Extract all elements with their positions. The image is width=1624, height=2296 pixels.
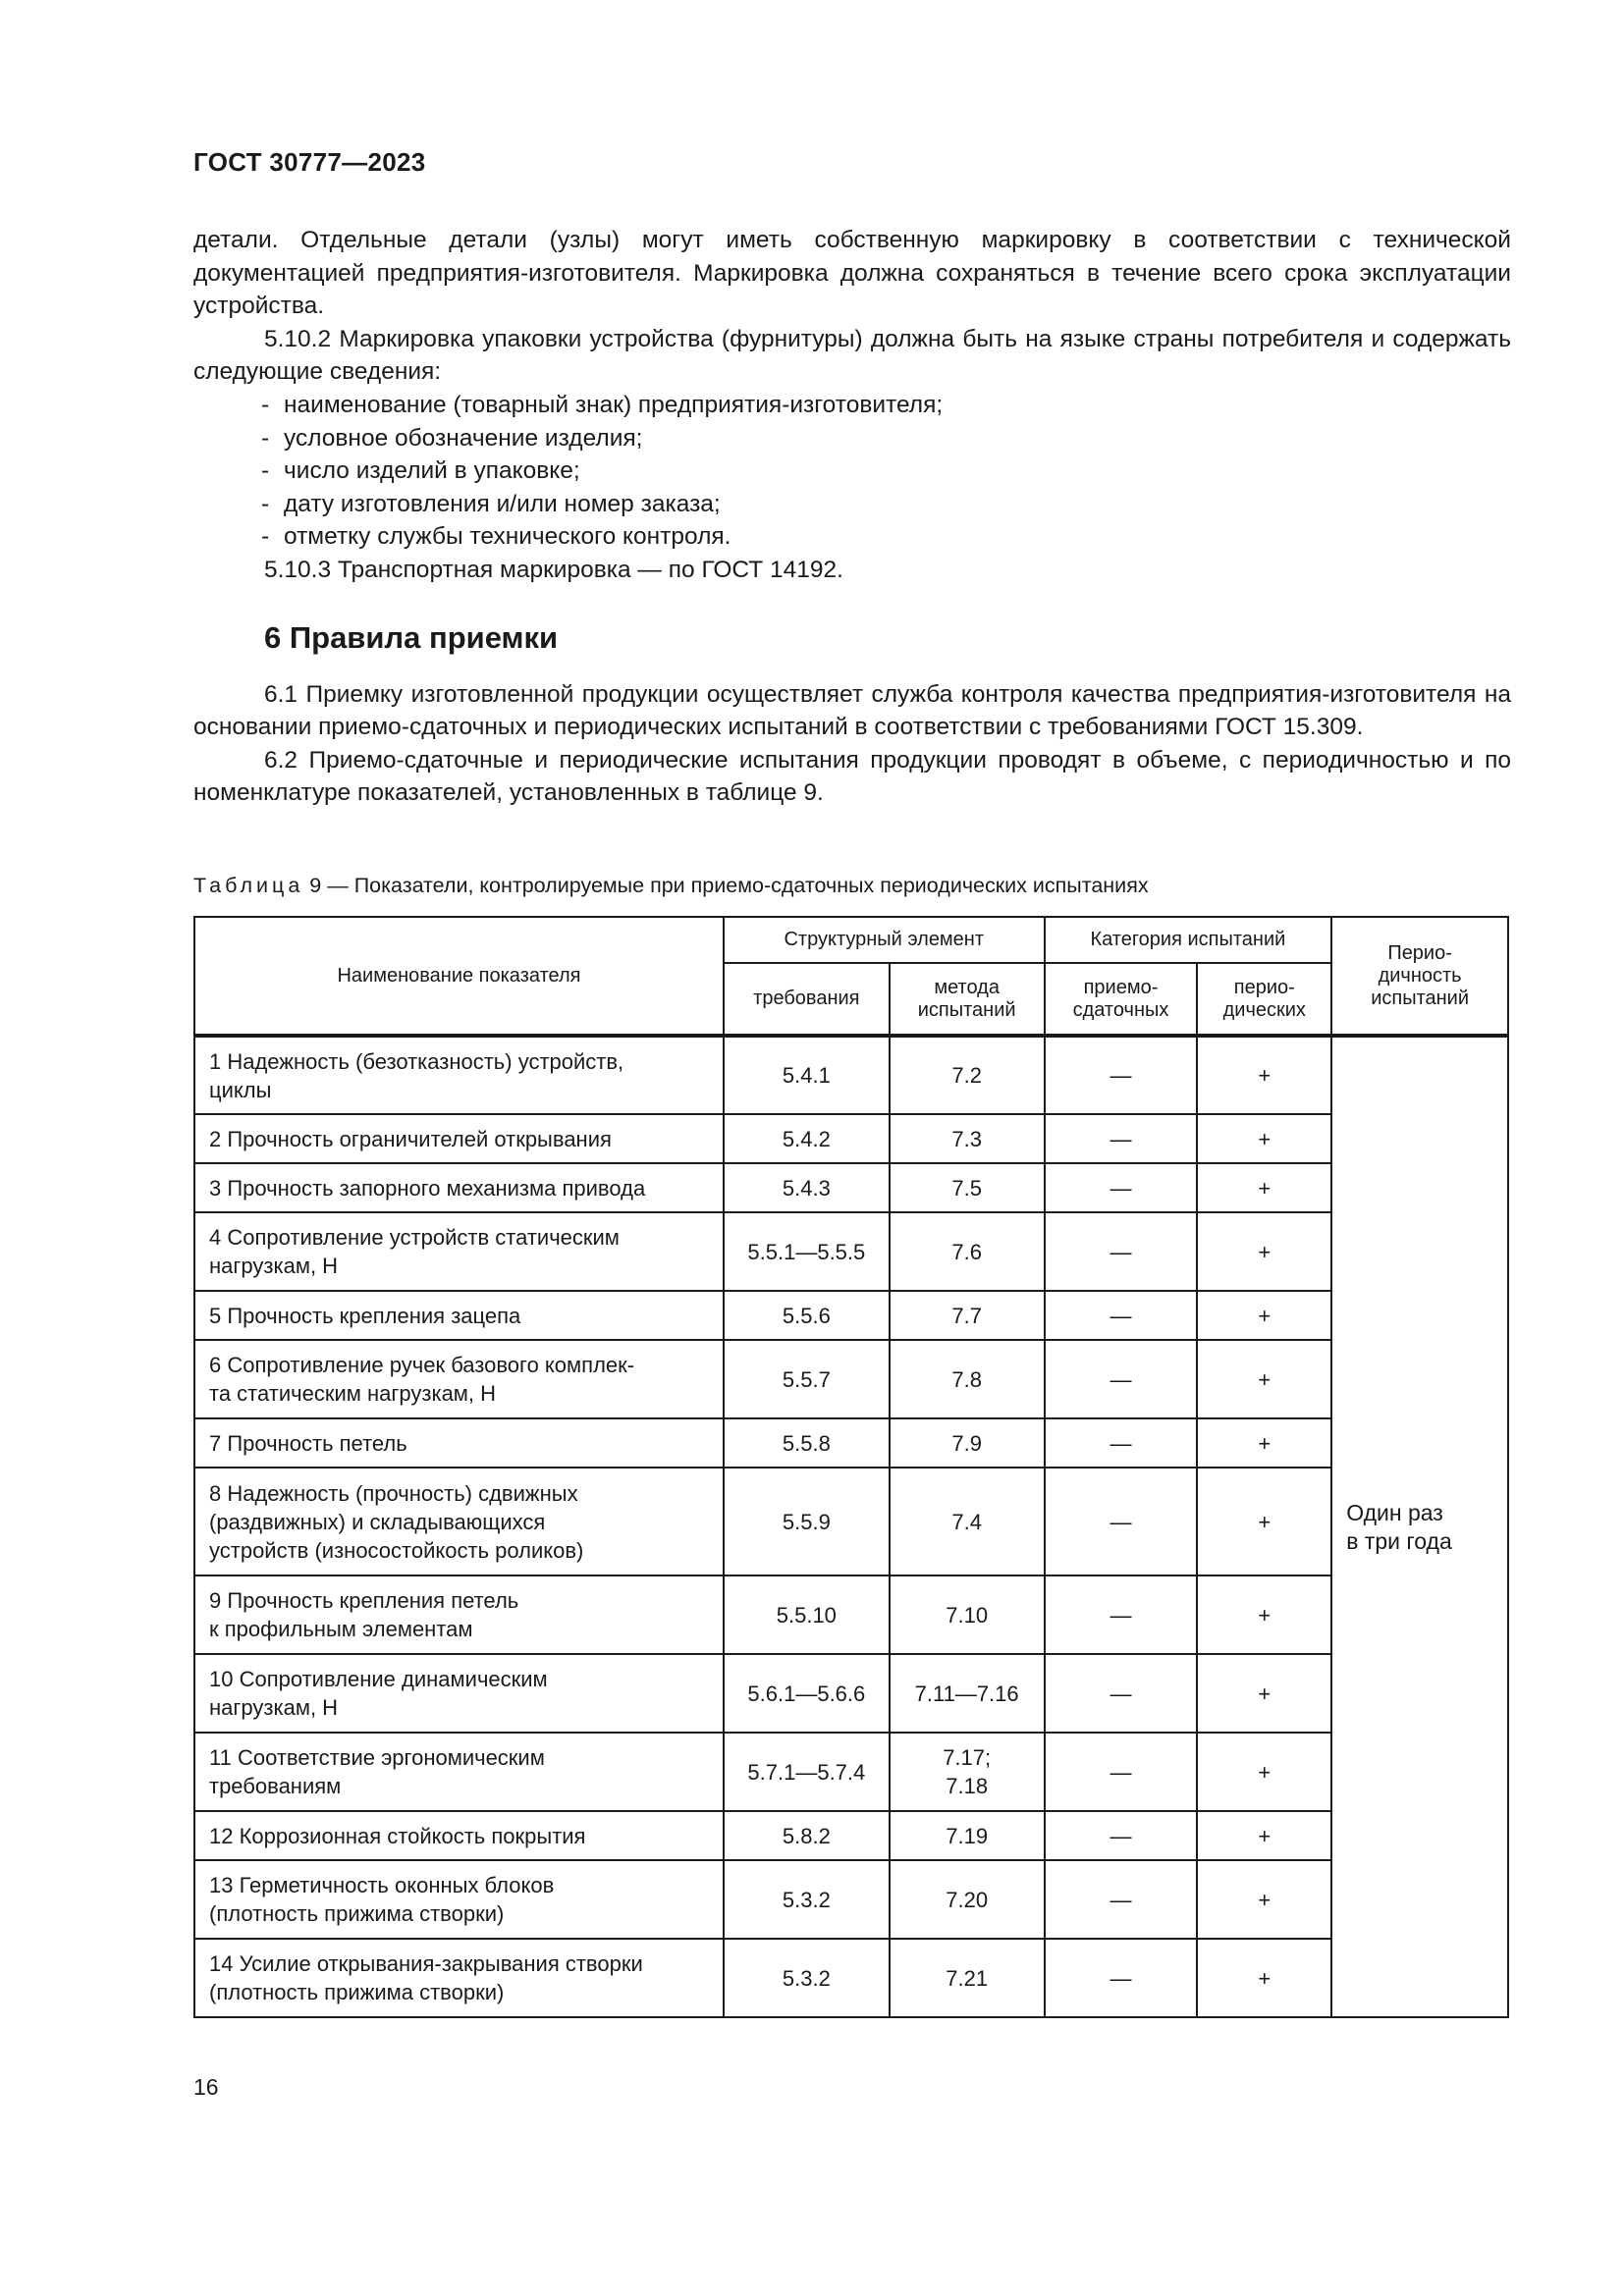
- cell-periodicity: Один раз в три года: [1331, 1036, 1508, 2017]
- cell-acceptance: —: [1045, 1114, 1198, 1163]
- header-struct: Структурный элемент: [724, 917, 1045, 963]
- cell-requirement: 5.5.10: [724, 1575, 890, 1654]
- table-caption: [193, 874, 1149, 898]
- cell-test-method: 7.21: [890, 1939, 1045, 2017]
- cell-acceptance: —: [1045, 1654, 1198, 1733]
- cell-test-method: 7.4: [890, 1468, 1045, 1575]
- cell-requirement: 5.3.2: [724, 1860, 890, 1939]
- document-header: ГОСТ 30777—2023: [193, 147, 426, 177]
- table-row: [194, 1654, 1508, 1733]
- cell-test-method: 7.7: [890, 1291, 1045, 1340]
- cell-test-method: 7.19: [890, 1811, 1045, 1860]
- paragraph-5-10-3: 5.10.3 Транспортная маркировка — по ГОСТ 14192.: [264, 556, 843, 583]
- cell-indicator-name: 3 Прочность запорного механизма привода: [194, 1163, 724, 1212]
- cell-indicator-name: 7 Прочность петель: [194, 1418, 724, 1468]
- cell-test-method: 7.20: [890, 1860, 1045, 1939]
- cell-test-method: 7.6: [890, 1212, 1045, 1291]
- body-text: [193, 224, 1511, 810]
- cell-periodic: +: [1197, 1939, 1331, 2017]
- cell-indicator-name: 11 Соответствие эргономическим требованиям: [194, 1733, 724, 1811]
- cell-indicator-name: 5 Прочность крепления зацепа: [194, 1291, 724, 1340]
- indicators-table: [193, 916, 1509, 2018]
- table-row: [194, 1468, 1508, 1575]
- cell-acceptance: —: [1045, 1939, 1198, 2017]
- info-list: [193, 389, 1511, 554]
- cell-requirement: 5.4.2: [724, 1114, 890, 1163]
- cell-acceptance: —: [1045, 1163, 1198, 1212]
- table-row: [194, 1036, 1508, 1114]
- list-item: - наименование (товарный знак) предприятия-изготовителя;: [261, 391, 944, 418]
- cell-requirement: 5.5.6: [724, 1291, 890, 1340]
- header-accept: приемо- сдаточных: [1045, 963, 1198, 1036]
- cell-periodic: +: [1197, 1340, 1331, 1418]
- cell-periodic: +: [1197, 1468, 1331, 1575]
- cell-indicator-name: 13 Герметичность оконных блоков (плотность прижима створки): [194, 1860, 724, 1939]
- list-item: - условное обозначение изделия;: [261, 424, 643, 452]
- cell-test-method: 7.11—7.16: [890, 1654, 1045, 1733]
- cell-periodic: +: [1197, 1114, 1331, 1163]
- cell-test-method: 7.10: [890, 1575, 1045, 1654]
- cell-periodic: +: [1197, 1733, 1331, 1811]
- header-category: Категория испытаний: [1045, 917, 1332, 963]
- cell-indicator-name: 8 Надежность (прочность) сдвижных (раздвижных) и складывающихся устройств (износостойкость роликов): [194, 1468, 724, 1575]
- cell-periodic: +: [1197, 1163, 1331, 1212]
- cell-indicator-name: 6 Сопротивление ручек базового комплек- та статическим нагрузкам, Н: [194, 1340, 724, 1418]
- cell-acceptance: —: [1045, 1860, 1198, 1939]
- cell-acceptance: —: [1045, 1468, 1198, 1575]
- table-row: [194, 1114, 1508, 1163]
- table-row: [194, 1860, 1508, 1939]
- cell-acceptance: —: [1045, 1418, 1198, 1468]
- cell-test-method: 7.5: [890, 1163, 1045, 1212]
- cell-indicator-name: 14 Усилие открывания-закрывания створки (плотность прижима створки): [194, 1939, 724, 2017]
- table-caption-label: Таблица: [193, 874, 304, 897]
- section-title: 6 Правила приемки: [264, 619, 559, 655]
- cell-periodic: +: [1197, 1418, 1331, 1468]
- cell-acceptance: —: [1045, 1212, 1198, 1291]
- cell-requirement: 5.5.7: [724, 1340, 890, 1418]
- header-periodicity: Перио- дичность испытаний: [1331, 917, 1508, 1036]
- table-row: [194, 1939, 1508, 2017]
- paragraph-continuation: детали. Отдельные детали (узлы) могут иметь собственную маркировку в соответствии с технической документацией предприятия-изготовителя. Маркировка должна сохраняться в течение всего срока эксплуатации устройства.: [193, 227, 1511, 320]
- header-req: требования: [724, 963, 890, 1036]
- cell-indicator-name: 2 Прочность ограничителей открывания: [194, 1114, 724, 1163]
- table-row: [194, 1340, 1508, 1418]
- cell-requirement: 5.6.1—5.6.6: [724, 1654, 890, 1733]
- cell-periodic: +: [1197, 1811, 1331, 1860]
- paragraph-6-2: 6.2 Приемо-сдаточные и периодические испытания продукции проводят в объеме, с периодичностью и по номенклатуре показателей, установленных в таблице 9.: [193, 746, 1511, 807]
- list-item: - число изделий в упаковке;: [261, 457, 580, 485]
- cell-acceptance: —: [1045, 1340, 1198, 1418]
- cell-acceptance: —: [1045, 1036, 1198, 1114]
- table-row: [194, 1811, 1508, 1860]
- header-name: Наименование показателя: [194, 917, 724, 1036]
- table-row: [194, 1291, 1508, 1340]
- cell-indicator-name: 1 Надежность (безотказность) устройств, циклы: [194, 1036, 724, 1114]
- list-item: - отметку службы технического контроля.: [261, 523, 731, 551]
- cell-requirement: 5.4.1: [724, 1036, 890, 1114]
- cell-requirement: 5.5.9: [724, 1468, 890, 1575]
- cell-indicator-name: 9 Прочность крепления петель к профильным элементам: [194, 1575, 724, 1654]
- header-periodic: перио- дических: [1197, 963, 1331, 1036]
- page-number: 16: [193, 2074, 219, 2100]
- cell-requirement: 5.8.2: [724, 1811, 890, 1860]
- cell-requirement: 5.7.1—5.7.4: [724, 1733, 890, 1811]
- list-item: - дату изготовления и/или номер заказа;: [261, 490, 721, 517]
- table-row: [194, 1418, 1508, 1468]
- table-row: [194, 1733, 1508, 1811]
- header-method: метода испытаний: [890, 963, 1045, 1036]
- cell-requirement: 5.5.8: [724, 1418, 890, 1468]
- paragraph-6-1: 6.1 Приемку изготовленной продукции осуществляет служба контроля качества предприятия-изготовителя на основании приемо-сдаточных и периодических испытаний в соответствии с требованиями ГОСТ 15.309.: [193, 680, 1511, 741]
- cell-requirement: 5.5.1—5.5.5: [724, 1212, 890, 1291]
- cell-test-method: 7.3: [890, 1114, 1045, 1163]
- table-row: [194, 1163, 1508, 1212]
- table-row: [194, 1575, 1508, 1654]
- cell-test-method: 7.8: [890, 1340, 1045, 1418]
- cell-test-method: 7.2: [890, 1036, 1045, 1114]
- cell-requirement: 5.4.3: [724, 1163, 890, 1212]
- cell-periodic: +: [1197, 1291, 1331, 1340]
- cell-periodic: +: [1197, 1212, 1331, 1291]
- cell-indicator-name: 4 Сопротивление устройств статическим нагрузкам, Н: [194, 1212, 724, 1291]
- cell-acceptance: —: [1045, 1811, 1198, 1860]
- cell-acceptance: —: [1045, 1575, 1198, 1654]
- cell-periodic: +: [1197, 1575, 1331, 1654]
- table-row: [194, 1212, 1508, 1291]
- cell-test-method: 7.9: [890, 1418, 1045, 1468]
- cell-periodic: +: [1197, 1036, 1331, 1114]
- cell-test-method: 7.17; 7.18: [890, 1733, 1045, 1811]
- cell-periodic: +: [1197, 1654, 1331, 1733]
- table-caption-text: 9 — Показатели, контролируемые при приемо-сдаточных периодических испытаниях: [309, 874, 1149, 897]
- cell-acceptance: —: [1045, 1291, 1198, 1340]
- cell-requirement: 5.3.2: [724, 1939, 890, 2017]
- cell-indicator-name: 10 Сопротивление динамическим нагрузкам, Н: [194, 1654, 724, 1733]
- cell-acceptance: —: [1045, 1733, 1198, 1811]
- cell-periodic: +: [1197, 1860, 1331, 1939]
- paragraph-5-10-2: 5.10.2 Маркировка упаковки устройства (фурнитуры) должна быть на языке страны потребителя и содержать следующие сведения:: [193, 325, 1511, 386]
- cell-indicator-name: 12 Коррозионная стойкость покрытия: [194, 1811, 724, 1860]
